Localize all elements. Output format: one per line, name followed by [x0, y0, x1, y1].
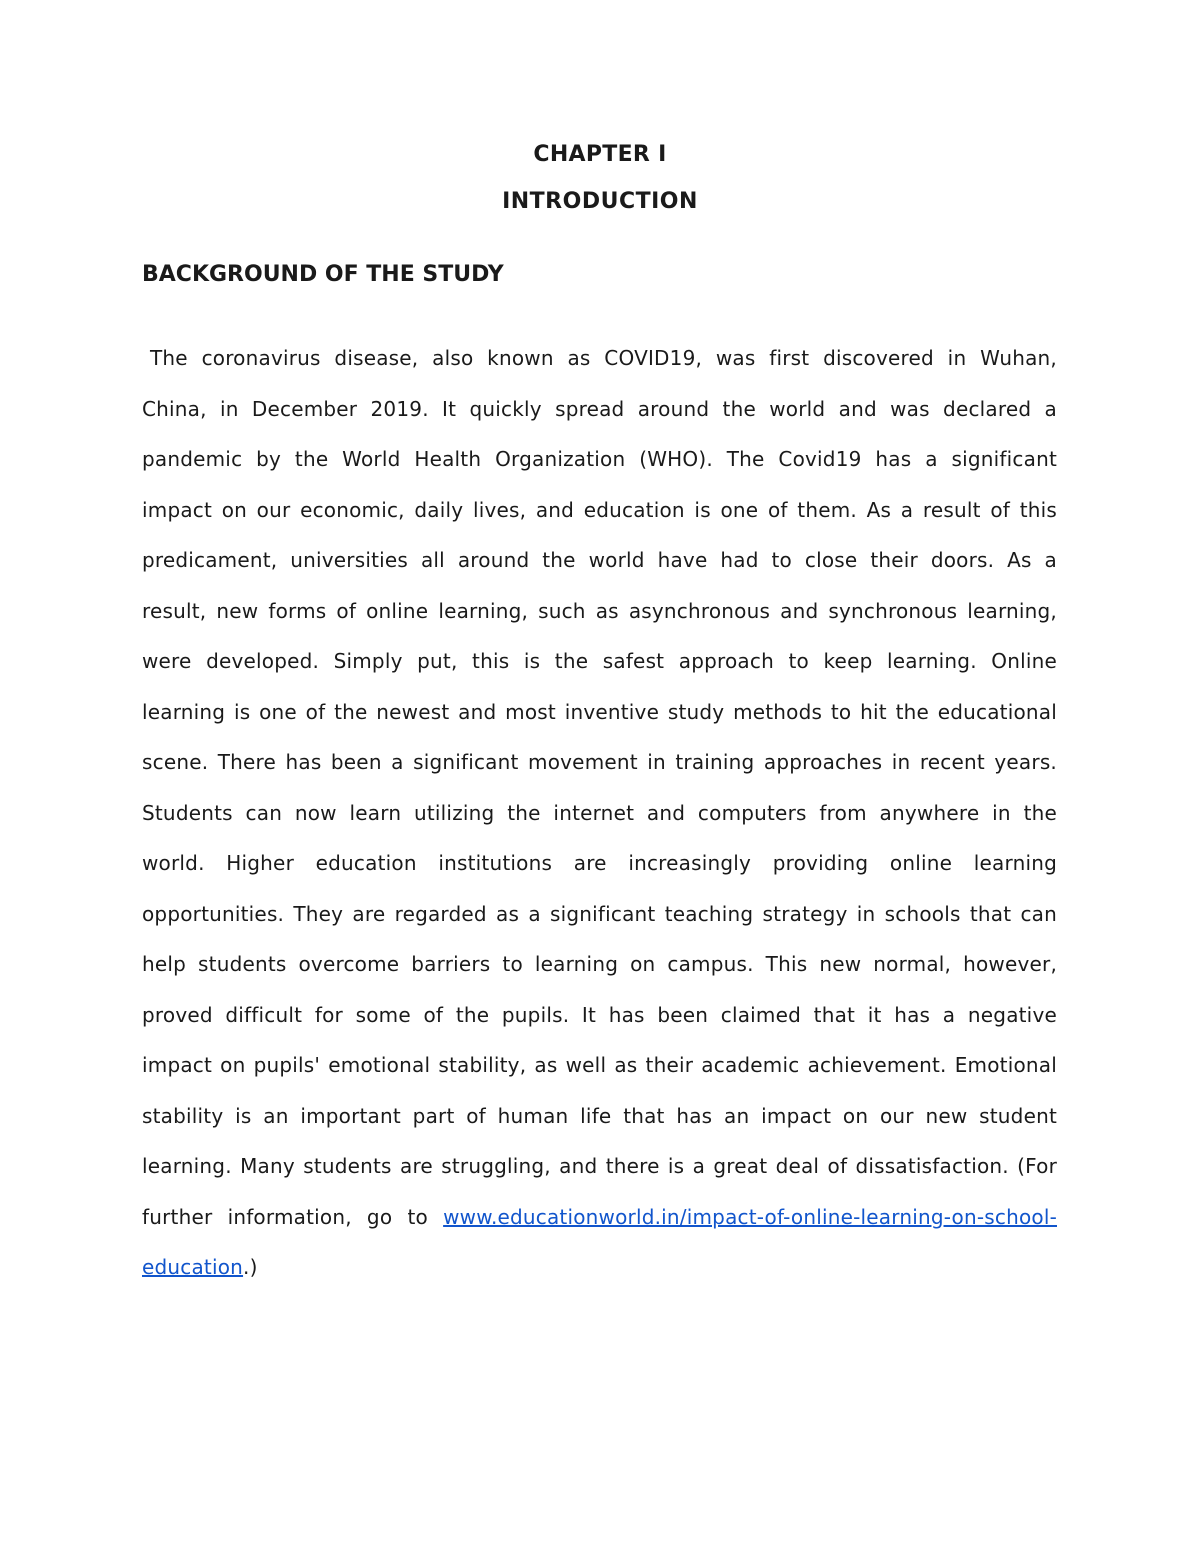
- section-heading: BACKGROUND OF THE STUDY: [142, 262, 504, 287]
- paragraph-text: The coronavirus disease, also known as COVID19, was first discovered in Wuhan, China, in December 2019. It quickly spread around the world and was declared a pandemic by the World Health Organization (WHO). The Covid19 has a significant impact on our economic, daily lives, and education is one of them. As a result of this predicament, universities all around the world have had to close their doors. As a result, new forms of online learning, such as asynchronous and synchronous learning, were developed. Simply put, this is the safest approach to keep learning. Online learning is one of the newest and most inventive study methods to hit the educational scene. There has been a significant movement in training approaches in recent years. Students can now learn utilizing the internet and computers from anywhere in the world. Higher education institutions are increasingly providing online learning opportunities. They are regarded as a significant teaching strategy in schools that can help students overcome barriers to learning on campus. This new normal, however, proved difficult for some of the pupils. It has been claimed that it has a negative impact on pupils' emotional stability, as well as their academic achievement. Emotional stability is an important part of human life that has an impact on our new student learning. Many students are struggling, and there is a great deal of dissatisfaction. (For further information, go to: [142, 346, 1057, 1229]
- reference-link[interactable]: www.educationworld.in/impact-of-online-learning-on-school-education: [142, 1204, 1057, 1279]
- chapter-title: INTRODUCTION: [502, 189, 698, 214]
- chapter-label: CHAPTER I: [533, 142, 667, 167]
- body-paragraph: [142, 333, 1057, 1293]
- closing-punctuation: .): [243, 1255, 258, 1279]
